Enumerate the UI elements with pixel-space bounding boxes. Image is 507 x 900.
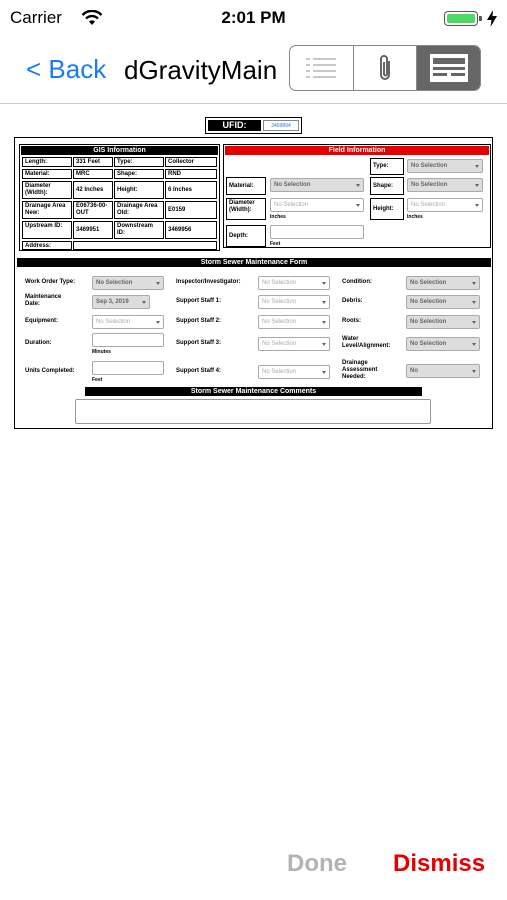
gis-downstream-label: Downstream ID: [114, 221, 164, 239]
gis-drainage-old-value: E0159 [165, 201, 217, 219]
maintenance-header: Storm Sewer Maintenance Form [17, 258, 491, 267]
ufid-value: 3469894 [263, 120, 299, 131]
work-order-dropdown[interactable]: No Selection [92, 276, 164, 290]
equipment-label: Equipment: [25, 318, 58, 324]
gis-address-value [73, 241, 217, 250]
duration-label: Duration: [25, 340, 52, 346]
gis-header: GIS Information [21, 146, 218, 155]
ufid-box [205, 117, 302, 134]
roots-label: Roots: [342, 318, 361, 324]
battery-icon [444, 11, 478, 26]
field-depth-input[interactable] [270, 225, 364, 239]
water-level-label: Water Level/Alignment: [342, 336, 391, 349]
inspector-label: Inspector/Investigator: [176, 279, 241, 285]
field-material-dropdown[interactable]: No Selection [270, 178, 364, 192]
gis-address-label: Address: [22, 241, 72, 250]
drainage-assessment-label: Drainage Assessment Needed: [342, 360, 378, 380]
gis-height-label: Height: [114, 181, 164, 199]
status-bar [0, 0, 507, 36]
support-staff-2-label: Support Staff 2: [176, 318, 221, 324]
done-button[interactable]: Done [287, 850, 347, 877]
support-staff-3-label: Support Staff 3: [176, 340, 221, 346]
support-staff-2-dropdown[interactable]: No Selection [258, 315, 330, 329]
support-staff-4-label: Support Staff 4: [176, 368, 221, 374]
field-depth-label: Depth: [226, 225, 266, 247]
maint-date-picker[interactable]: Sep 3, 2019 [92, 295, 150, 309]
support-staff-1-dropdown[interactable]: No Selection [258, 295, 330, 309]
list-icon [304, 56, 338, 80]
inspector-dropdown[interactable]: No Selection [258, 276, 330, 290]
gis-diameter-value: 42 Inches [73, 181, 113, 199]
nav-title: dGravityMain [124, 55, 278, 85]
gis-drainage-new-label: Drainage Area New: [22, 201, 72, 219]
segment-attachments[interactable] [354, 46, 418, 90]
gis-height-value: 6 Inches [165, 181, 217, 199]
support-staff-1-label: Support Staff 1: [176, 298, 221, 304]
field-height-dropdown[interactable]: No Selection [407, 198, 483, 212]
support-staff-3-dropdown[interactable]: No Selection [258, 337, 330, 351]
view-segmented-control [289, 45, 481, 91]
field-diameter-dropdown[interactable]: No Selection [270, 198, 364, 212]
work-order-label: Work Order Type: [25, 279, 76, 285]
gis-length-value: 331 Feet [73, 157, 113, 167]
gis-upstream-value: 3469951 [73, 221, 113, 239]
carrier-label: Carrier [10, 8, 62, 27]
segment-form[interactable] [417, 46, 480, 90]
field-height-label: Height: [370, 198, 404, 220]
nav-separator [0, 103, 507, 104]
condition-label: Condition: [342, 279, 372, 285]
dismiss-button[interactable]: Dismiss [393, 850, 486, 877]
units-completed-unit: Feet [92, 377, 103, 383]
equipment-dropdown[interactable]: No Selection [92, 315, 164, 329]
maintenance-section [17, 258, 491, 424]
duration-input[interactable] [92, 333, 164, 347]
field-shape-dropdown[interactable]: No Selection [407, 178, 483, 192]
form-icon [429, 53, 469, 83]
field-depth-unit: Feet [270, 241, 281, 247]
condition-dropdown[interactable]: No Selection [406, 276, 480, 290]
segment-list[interactable] [290, 46, 354, 90]
water-level-dropdown[interactable]: No Selection [406, 337, 480, 351]
gis-shape-value: RND [165, 169, 217, 179]
comments-textarea[interactable] [75, 399, 431, 424]
gis-length-label: Length: [22, 157, 72, 167]
back-button[interactable]: < Back [26, 54, 107, 84]
gis-section [19, 144, 220, 251]
field-section [223, 144, 491, 248]
comments-header: Storm Sewer Maintenance Comments [85, 387, 422, 396]
field-height-unit: Inches [407, 214, 423, 220]
gis-material-label: Material: [22, 169, 72, 179]
gis-material-value: MRC [73, 169, 113, 179]
gis-drainage-old-label: Drainage Area Old: [114, 201, 164, 219]
units-completed-label: Units Completed: [25, 368, 75, 374]
roots-dropdown[interactable]: No Selection [406, 315, 480, 329]
drainage-assessment-dropdown[interactable]: No [406, 364, 480, 378]
field-type-dropdown[interactable]: No Selection [407, 159, 483, 173]
support-staff-4-dropdown[interactable]: No Selection [258, 365, 330, 379]
gis-diameter-label: Diameter (Width): [22, 181, 72, 199]
gis-downstream-value: 3469956 [165, 221, 217, 239]
gis-type-value: Collector [165, 157, 217, 167]
ufid-label: UFID: [208, 120, 261, 131]
field-material-label: Material: [226, 177, 266, 195]
inspection-form [14, 137, 493, 429]
gis-upstream-label: Upstream ID: [22, 221, 72, 239]
debris-dropdown[interactable]: No Selection [406, 295, 480, 309]
field-shape-label: Shape: [370, 177, 404, 195]
gis-shape-label: Shape: [114, 169, 164, 179]
field-diameter-label: Diameter (Width): [226, 198, 266, 220]
field-header: Field Information [225, 146, 489, 155]
field-type-label: Type: [370, 158, 404, 175]
gis-type-label: Type: [114, 157, 164, 167]
field-diameter-unit: Inches [270, 214, 286, 220]
charging-bolt-icon [487, 10, 497, 27]
status-time: 2:01 PM [221, 8, 286, 27]
paperclip-icon [375, 53, 395, 83]
duration-unit: Minutes [92, 349, 111, 355]
units-completed-input[interactable] [92, 361, 164, 375]
maint-date-label: Maintenance Date: [25, 294, 62, 307]
gis-drainage-new-value: E06736-00-OUT [73, 201, 113, 219]
debris-label: Debris: [342, 298, 363, 304]
